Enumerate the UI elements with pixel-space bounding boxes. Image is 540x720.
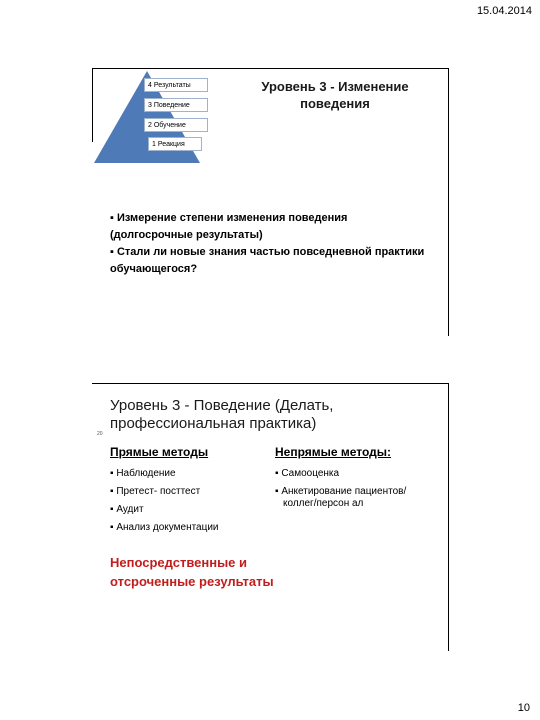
indirect-methods-list	[275, 465, 435, 510]
pyramid-level-3: 3 Поведение	[144, 98, 208, 112]
list-item: ▪ Аудит	[110, 504, 144, 515]
kirkpatrick-pyramid	[92, 68, 202, 163]
page-number: 10	[517, 702, 530, 714]
direct-methods-list	[110, 465, 260, 537]
direct-methods-heading: Прямые методы	[110, 445, 209, 459]
list-item: ▪ Анализ документации	[110, 522, 219, 533]
pyramid-level-1: 1 Реакция	[148, 137, 202, 151]
indirect-methods-heading: Непрямые методы:	[275, 445, 392, 459]
slide-2	[92, 383, 449, 651]
slide-number-mark: 20	[97, 431, 103, 437]
slide-border-right	[448, 383, 449, 651]
list-item: ▪ Претест- посттест	[110, 486, 201, 497]
slide-2-title: Уровень 3 - Поведение (Делать, профессиональная практика)	[110, 397, 334, 432]
list-item: ▪ Самооценка	[275, 468, 340, 479]
page-date: 15.04.2014	[476, 5, 532, 17]
bullet-item: ▪ Стали ли новые знания частью повседневной практики обучающегося?	[110, 246, 425, 275]
slide-1	[92, 68, 449, 336]
pyramid-level-2: 2 Обучение	[144, 118, 208, 132]
slide-border-right	[448, 68, 449, 336]
slide-1-title: Уровень 3 - Изменение поведения	[261, 79, 409, 111]
results-note: Непосредственные и отсроченные результаты	[110, 555, 274, 589]
slide-border-top	[92, 383, 449, 384]
slide-1-bullets	[110, 210, 425, 278]
bullet-item: ▪ Измерение степени изменения поведения (долгосрочные результаты)	[110, 212, 348, 241]
list-item: ▪ Анкетирование пациентов/коллег/персон ал	[275, 486, 407, 509]
pyramid-level-4: 4 Результаты	[144, 78, 208, 92]
list-item: ▪ Наблюдение	[110, 468, 176, 479]
